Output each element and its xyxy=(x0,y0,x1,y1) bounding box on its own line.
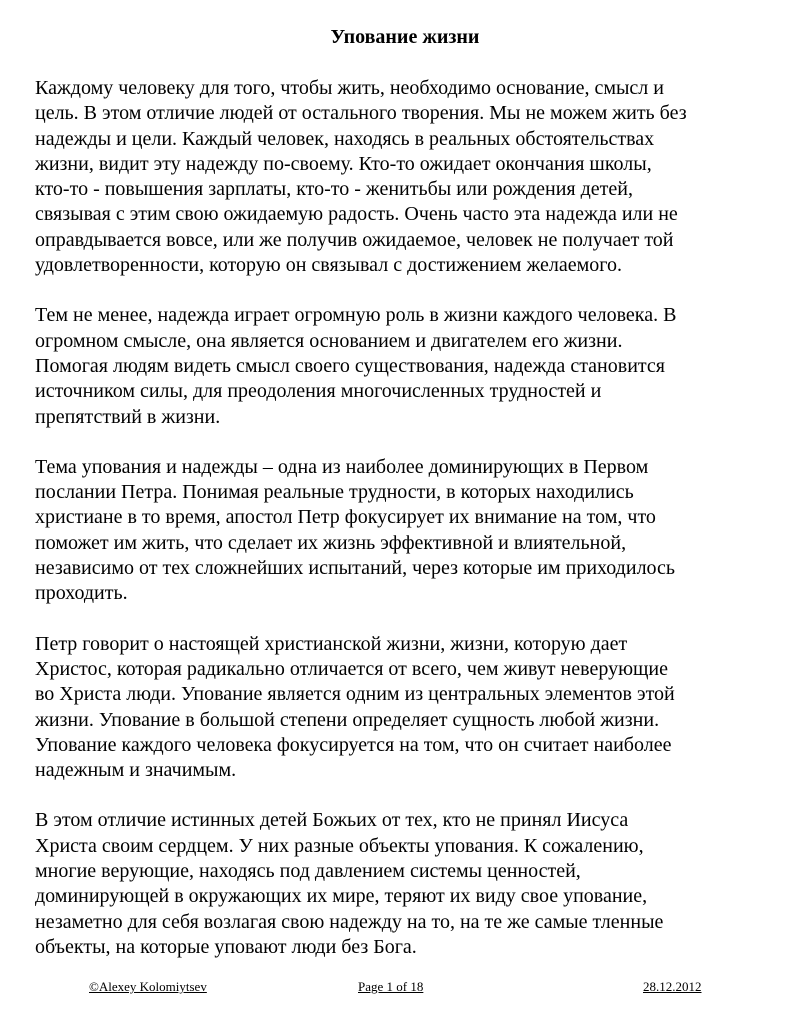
text-line: жизни, видит эту надежду по-своему. Кто-то ожидает окончания школы, xyxy=(35,152,652,175)
text-line: проходить. xyxy=(35,582,128,605)
text-line: жизни. Упование в большой степени определяет сущность любой жизни. xyxy=(35,708,660,731)
text-line: христиане в то время, апостол Петр фокусирует их внимание на том, что xyxy=(35,506,656,529)
paragraph-4 xyxy=(35,632,775,784)
paragraph-2 xyxy=(35,303,775,429)
text-line: В этом отличие истинных детей Божьих от тех, кто не принял Иисуса xyxy=(35,809,629,832)
text-line: независимо от тех сложнейших испытаний, через которые им приходилось xyxy=(35,557,676,580)
text-line: кто-то - повышения зарплаты, кто-то - женитьбы или рождения детей, xyxy=(35,178,633,201)
text-line: Тема упования и надежды – одна из наиболее доминирующих в Первом xyxy=(35,455,649,478)
text-line: во Христа люди. Упование является одним из центральных элементов этой xyxy=(35,683,675,706)
footer-author: ©Alexey Kolomiytsev xyxy=(89,979,207,994)
text-line: объекты, на которые уповают люди без Бога. xyxy=(35,935,417,958)
paragraph-1 xyxy=(35,76,775,278)
text-line: надежным и значимым. xyxy=(35,759,237,782)
footer-page-number: Page 1 of 18 xyxy=(358,979,424,994)
text-line: удовлетворенности, которую он связывал с достижением желаемого. xyxy=(35,254,622,277)
footer-date: 28.12.2012 xyxy=(643,979,702,994)
paragraph-3 xyxy=(35,455,775,607)
page-footer xyxy=(0,979,796,999)
document-page xyxy=(35,24,775,985)
text-line: связывая с этим свою ожидаемую радость. Очень часто эта надежда или не xyxy=(35,203,678,226)
text-line: поможет им жить, что сделает их жизнь эффективной и влиятельной, xyxy=(35,531,627,554)
text-line: огромном смысле, она является основанием и двигателем его жизни. xyxy=(35,329,623,352)
text-line: препятствий в жизни. xyxy=(35,405,221,428)
text-line: многие верующие, находясь под давлением системы ценностей, xyxy=(35,860,581,883)
text-line: цель. В этом отличие людей от остального творения. Мы не можем жить без xyxy=(35,102,687,125)
text-line: Христос, которая радикально отличается от всего, чем живут неверующие xyxy=(35,657,668,680)
text-line: незаметно для себя возлагая свою надежду на то, на те же самые тленные xyxy=(35,910,664,933)
text-line: оправдывается вовсе, или же получив ожидаемое, человек не получает той xyxy=(35,228,674,251)
text-line: надежды и цели. Каждый человек, находясь в реальных обстоятельствах xyxy=(35,127,655,150)
text-line: доминирующей в окружающих их мире, теряют их виду свое упование, xyxy=(35,885,648,908)
text-line: Каждому человеку для того, чтобы жить, необходимо основание, смысл и xyxy=(35,77,664,99)
text-line: источником силы, для преодоления многочисленных трудностей и xyxy=(35,380,602,403)
document-title: Упование жизни xyxy=(330,26,480,48)
text-line: Упование каждого человека фокусируется на том, что он считает наиболее xyxy=(35,733,672,756)
text-line: Петр говорит о настоящей христианской жизни, жизни, которую дает xyxy=(35,632,628,655)
text-line: Христа своим сердцем. У них разные объекты упования. К сожалению, xyxy=(35,834,644,857)
text-line: послании Петра. Понимая реальные трудности, в которых находились xyxy=(35,481,634,504)
text-line: Тем не менее, надежда играет огромную роль в жизни каждого человека. В xyxy=(35,304,677,327)
paragraph-5 xyxy=(35,808,775,960)
text-line: Помогая людям видеть смысл своего существования, надежда становится xyxy=(35,354,665,377)
